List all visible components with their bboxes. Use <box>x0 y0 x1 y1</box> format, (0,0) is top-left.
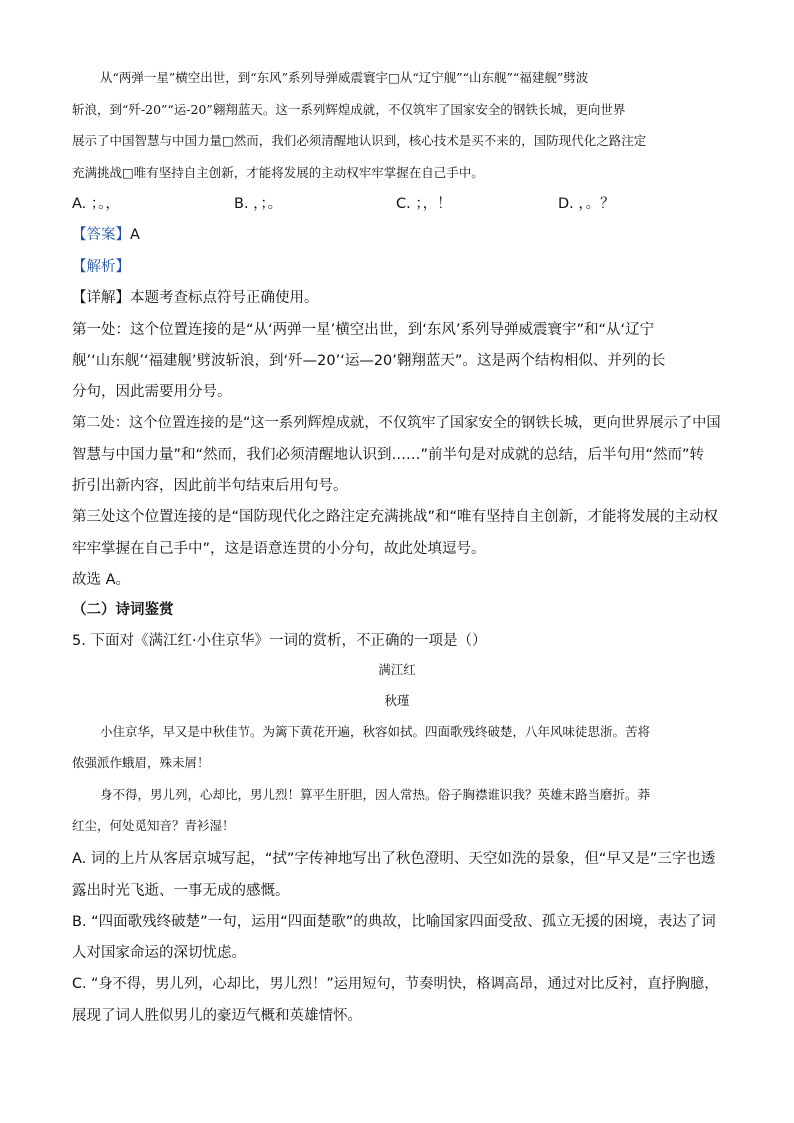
choice-a-line-1: A. 词的上片从客居京城写起，“拭”字传神地写出了秋色澄明、天空如洗的景象，但“早又是”三字也透 <box>72 851 716 867</box>
detail-line-6: 折引出新内容，因此前半句结束后用句号。 <box>72 478 348 494</box>
option-letter: D. <box>558 196 574 212</box>
answer-value: A <box>130 227 140 243</box>
passage-line-2: 斩浪，到“歼-20”“运-20”翱翔蓝天。这一系列辉煌成就，不仅筑牢了国家安全的钢铁长城，更向世界 <box>72 102 626 117</box>
choice-b-line-1: B. “四面歌残终破楚”一句，运用“四面楚歌”的典故，比喻国家四面受敌、孤立无援的困境，表达了词 <box>72 914 716 930</box>
option-text: ；。， <box>90 196 120 212</box>
option-c <box>396 192 452 213</box>
answer-label: 【答案】 <box>72 227 130 243</box>
analysis-label: 【解析】 <box>72 259 130 275</box>
option-letter: B. <box>234 196 249 212</box>
detail-intro: 本题考查标点符号正确使用。 <box>130 290 319 306</box>
option-letter: A. <box>72 196 87 212</box>
detail-line-9: 故选 A。 <box>72 572 131 588</box>
answer-line <box>72 223 140 244</box>
poem-line-3: 身不得，男儿列，心却比，男儿烈！算平生肝胆，因人常热。俗子胸襟谁识我？英雄末路当磨折。莽 <box>100 787 651 802</box>
poem-title: 满江红 <box>378 662 416 677</box>
detail-label: 【详解】 <box>72 290 130 306</box>
poem-line-4: 红尘，何处觅知音？青衫湿！ <box>72 818 235 833</box>
option-a <box>72 192 120 213</box>
question-stem: 5. 下面对《满江红·小住京华》一词的赏析，不正确的一项是（） <box>72 633 487 649</box>
detail-line-5: 智慧与中国力量”和“然而，我们必须清醒地认识到……”前半句是对成就的总结，后半句用“然而”转 <box>72 447 705 463</box>
detail-line-4: 第二处：这个位置连接的是“这一系列辉煌成就，不仅筑牢了国家安全的钢铁长城，更向世界展示了中国 <box>72 415 721 431</box>
detail-line-1: 第一处：这个位置连接的是“从‘两弹一星’横空出世，到‘东风’系列导弹威震寰宇”和“从‘辽宁 <box>72 322 655 338</box>
passage-line-1: 从“两弹一星”横空出世，到“东风”系列导弹威震寰宇□从“辽宁舰”“山东舰”“福建舰”劈波 <box>100 70 589 85</box>
detail-line-7: 第三处这个位置连接的是“国防现代化之路注定充满挑战”和“唯有坚持自主创新，才能将发展的主动权 <box>72 509 719 525</box>
poem-line-1: 小住京华，早又是中秋佳节。为篱下黄花开遍，秋容如拭。四面歌残终破楚，八年风味徒思浙。苦将 <box>100 724 651 739</box>
detail-line-3: 分句，因此需要用分号。 <box>72 384 232 400</box>
section-title: （二）诗词鉴赏 <box>72 602 174 618</box>
option-letter: C. <box>396 196 411 212</box>
choice-b-line-2: 人对国家命运的深切忧虑。 <box>72 945 246 961</box>
option-text: ；，！ <box>415 196 452 212</box>
choice-c-line-1: C. “身不得，男儿列，心却比，男儿烈！”运用短句，节奏明快，格调高昂，通过对比反衬，直抒胸臆， <box>72 976 719 992</box>
detail-line-2: 舰’‘山东舰’‘福建舰’劈波斩浪，到‘歼—20’‘运—20’翱翔蓝天”。这是两个结构相似、并列的长 <box>72 353 666 369</box>
poem-line-2: 侬强派作蛾眉，殊未屑！ <box>72 755 210 770</box>
option-b <box>234 192 282 213</box>
option-d <box>558 192 615 213</box>
passage-line-4: 充满挑战□唯有坚持自主创新，才能将发展的主动权牢牢掌握在自己手中。 <box>72 165 484 180</box>
choice-c-line-2: 展现了词人胜似男儿的豪迈气概和英雄情怀。 <box>72 1008 362 1024</box>
passage-line-3: 展示了中国智慧与中国力量□然而，我们必须清醒地认识到，核心技术是买不来的，国防现代化之路注定 <box>72 133 647 148</box>
option-text: ，。？ <box>578 196 615 212</box>
choice-a-line-2: 露出时光飞逝、一事无成的感慨。 <box>72 883 290 899</box>
detail-intro-line <box>72 286 319 307</box>
poem-author: 秋瑾 <box>384 693 410 708</box>
option-text: ，；。 <box>253 196 283 212</box>
detail-line-8: 牢牢掌握在自己手中”，这是语意连贯的小分句，故此处填逗号。 <box>72 541 486 557</box>
